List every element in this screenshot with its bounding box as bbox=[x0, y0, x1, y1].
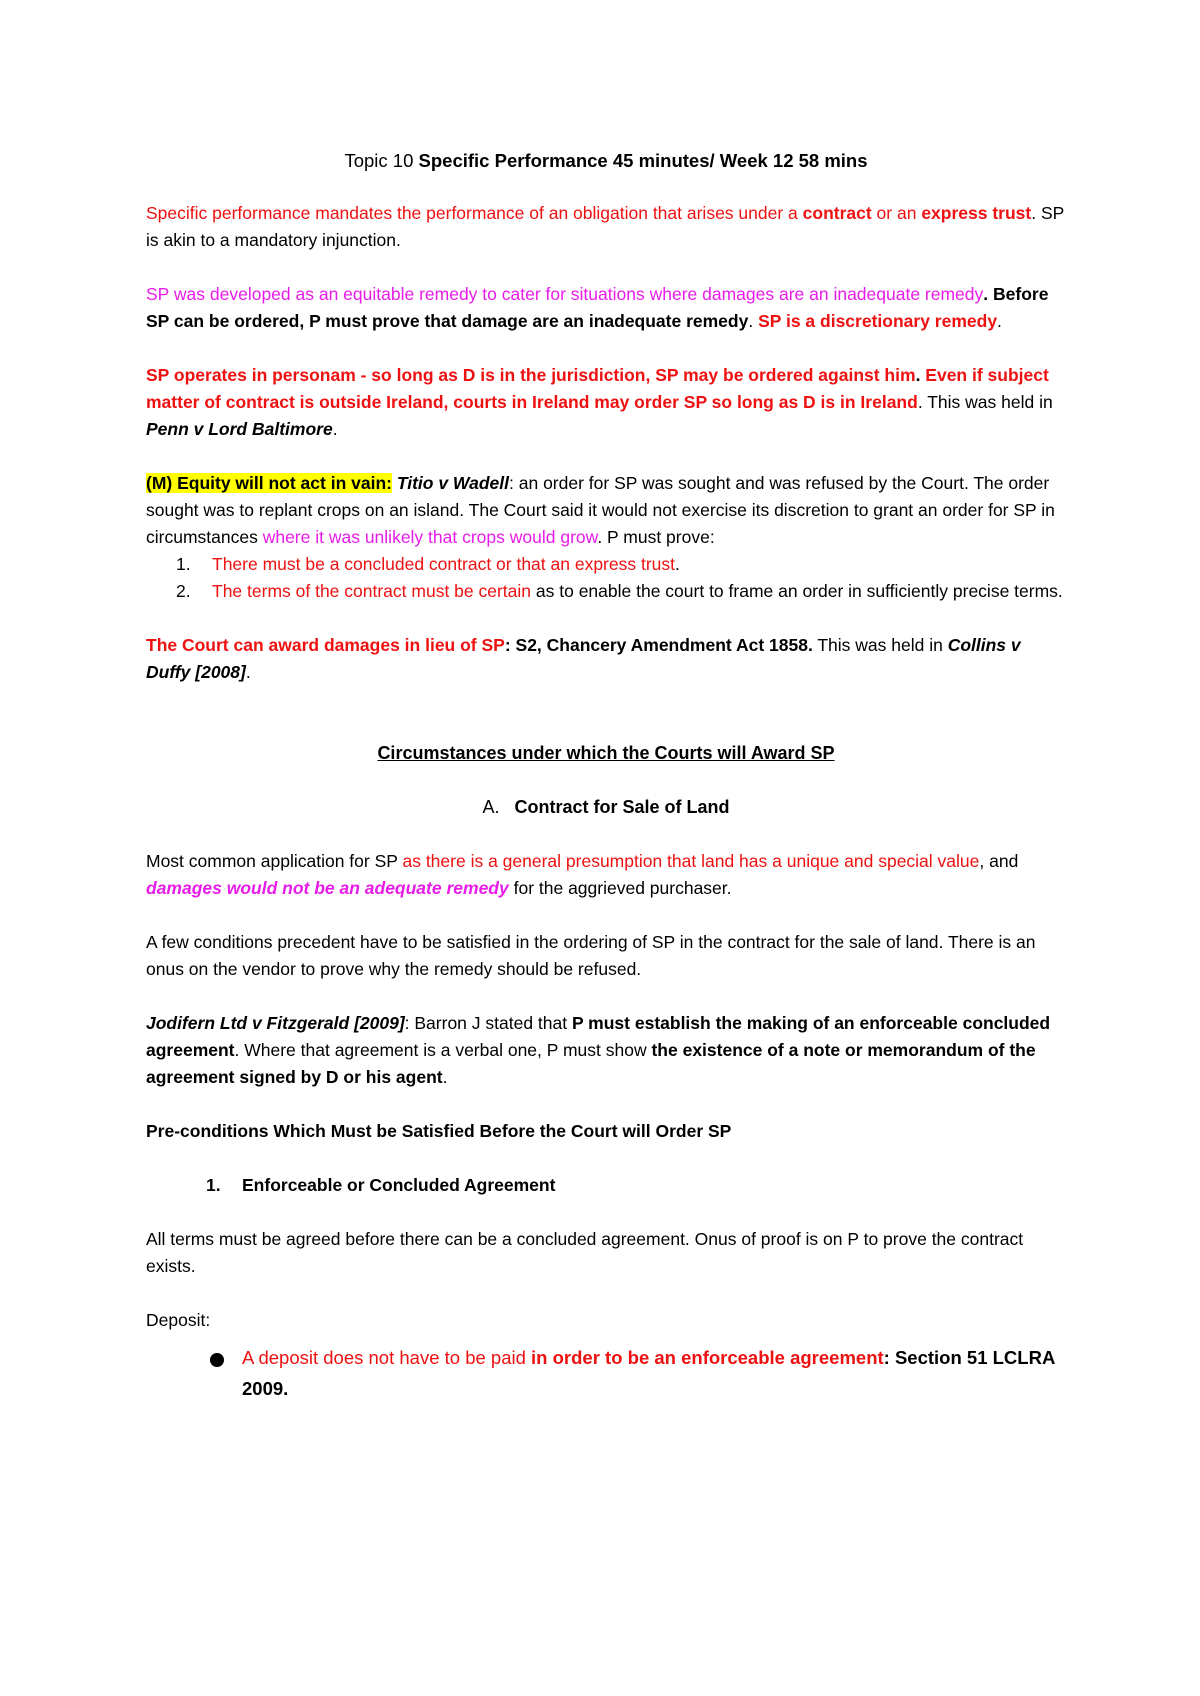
case-name: Penn v Lord Baltimore bbox=[146, 419, 333, 439]
deposit-label: Deposit: bbox=[146, 1310, 211, 1330]
bullet-icon bbox=[210, 1353, 224, 1367]
text-segment: : S2, Chancery Amendment Act 1858. bbox=[504, 635, 813, 655]
heading-number: 1. bbox=[206, 1175, 221, 1195]
text-segment: . bbox=[442, 1067, 448, 1087]
list-number: 2. bbox=[176, 581, 191, 601]
text-segment: . bbox=[915, 365, 926, 385]
text-segment: : Section 51 LCLRA 2009. bbox=[242, 1347, 1055, 1399]
text-segment: . P must prove: bbox=[597, 527, 715, 547]
document-body bbox=[146, 147, 1066, 1404]
title-prefix: Topic 10 bbox=[344, 150, 419, 171]
text-segment: the existence of a note or memorandum of the agreement signed by D or his agent bbox=[146, 1040, 1036, 1087]
list-item bbox=[146, 1342, 1066, 1404]
text-segment: A deposit does not have to be paid bbox=[242, 1347, 532, 1368]
text-segment: There must be a concluded contract or that an express trust bbox=[212, 554, 676, 574]
list-item bbox=[146, 578, 1066, 605]
case-name: Collins v Duffy [2008] bbox=[146, 635, 1021, 682]
paragraph-equity-vain bbox=[146, 470, 1066, 551]
text-segment: Most common application for SP bbox=[146, 851, 403, 871]
text-segment: contract bbox=[802, 203, 872, 223]
list-number: 1. bbox=[176, 554, 191, 574]
text-segment: damages would not be an adequate remedy bbox=[146, 878, 509, 898]
paragraph-terms-agreed: All terms must be agreed before there can be a concluded agreement. Onus of proof is on P to prove the contract exists. bbox=[146, 1229, 1024, 1276]
heading-text: Contract for Sale of Land bbox=[514, 797, 730, 817]
text-segment: . This was held in bbox=[917, 392, 1053, 412]
title-bold: Specific Performance 45 minutes/ Week 12 58 mins bbox=[418, 150, 868, 171]
text-segment: This was held in bbox=[812, 635, 948, 655]
text-segment: . SP is akin to a mandatory injunction. bbox=[146, 203, 1064, 250]
text-segment: Even if subject matter of contract is outside Ireland, courts in Ireland may order SP so long as D is in Ireland bbox=[146, 365, 1049, 412]
heading-letter: A. bbox=[482, 797, 500, 817]
paragraph-common-application bbox=[146, 848, 1066, 902]
text-segment: Specific performance mandates the performance of an obligation that arises under a bbox=[146, 203, 803, 223]
paragraph-equitable-remedy bbox=[146, 281, 1066, 335]
text-segment: for the aggrieved purchaser. bbox=[508, 878, 732, 898]
paragraph-in-personam bbox=[146, 362, 1066, 443]
highlighted-maxim: (M) Equity will not act in vain: bbox=[146, 473, 392, 493]
text-segment: in order to be an enforceable agreement bbox=[531, 1347, 884, 1368]
deposit-list bbox=[146, 1342, 1066, 1404]
text-segment: as there is a general presumption that land has a unique and special value bbox=[402, 851, 980, 871]
paragraph-jodifern bbox=[146, 1010, 1066, 1091]
paragraph-damages-in-lieu bbox=[146, 632, 1066, 686]
requirements-list bbox=[146, 551, 1066, 605]
section-heading: Circumstances under which the Courts will Award SP bbox=[377, 743, 835, 763]
text-segment: . bbox=[748, 311, 759, 331]
heading-text: Enforceable or Concluded Agreement bbox=[242, 1175, 556, 1195]
case-name: Jodifern Ltd v Fitzgerald [2009] bbox=[146, 1013, 405, 1033]
text-segment: as to enable the court to frame an order in sufficiently precise terms. bbox=[531, 581, 1063, 601]
text-segment: SP was developed as an equitable remedy to cater for situations where damages are an inadequate remedy bbox=[146, 284, 984, 304]
text-segment: . Before SP can be ordered, P must prove that damage are an inadequate remedy bbox=[146, 284, 1049, 331]
text-segment: : an order for SP was sought and was refused by the Court. The order sought was to replant crops on an island. The Court said it would not exercise its discretion to grant an order for SP in circumstances bbox=[146, 473, 1055, 547]
text-segment: SP is a discretionary remedy bbox=[758, 311, 998, 331]
case-name: Titio v Wadell bbox=[396, 473, 510, 493]
text-segment: SP operates in personam - so long as D is in the jurisdiction, SP may be ordered against him bbox=[146, 365, 916, 385]
text-segment: P must establish the making of an enforceable concluded agreement bbox=[146, 1013, 1051, 1060]
subsection-heading bbox=[146, 794, 1066, 821]
text-segment: The terms of the contract must be certain bbox=[212, 581, 532, 601]
preconditions-heading: Pre-conditions Which Must be Satisfied Before the Court will Order SP bbox=[146, 1121, 732, 1141]
list-item bbox=[146, 551, 1066, 578]
numbered-heading bbox=[146, 1172, 1066, 1199]
text-segment: : Barron J stated that bbox=[404, 1013, 572, 1033]
text-segment: , and bbox=[979, 851, 1019, 871]
paragraph-conditions: A few conditions precedent have to be satisfied in the ordering of SP in the contract for the sale of land. There is an onus on the vendor to prove why the remedy should be refused. bbox=[146, 932, 1036, 979]
text-segment: The Court can award damages in lieu of SP bbox=[146, 635, 505, 655]
text-segment: or an bbox=[871, 203, 922, 223]
text-segment: . Where that agreement is a verbal one, P must show bbox=[234, 1040, 652, 1060]
text-segment: where it was unlikely that crops would grow bbox=[262, 527, 598, 547]
paragraph-definition bbox=[146, 200, 1066, 254]
text-segment: . bbox=[675, 554, 680, 574]
text-segment: . bbox=[332, 419, 338, 439]
text-segment: express trust bbox=[921, 203, 1032, 223]
page-title bbox=[146, 147, 1066, 174]
text-segment: . bbox=[997, 311, 1002, 331]
text-segment: . bbox=[245, 662, 251, 682]
